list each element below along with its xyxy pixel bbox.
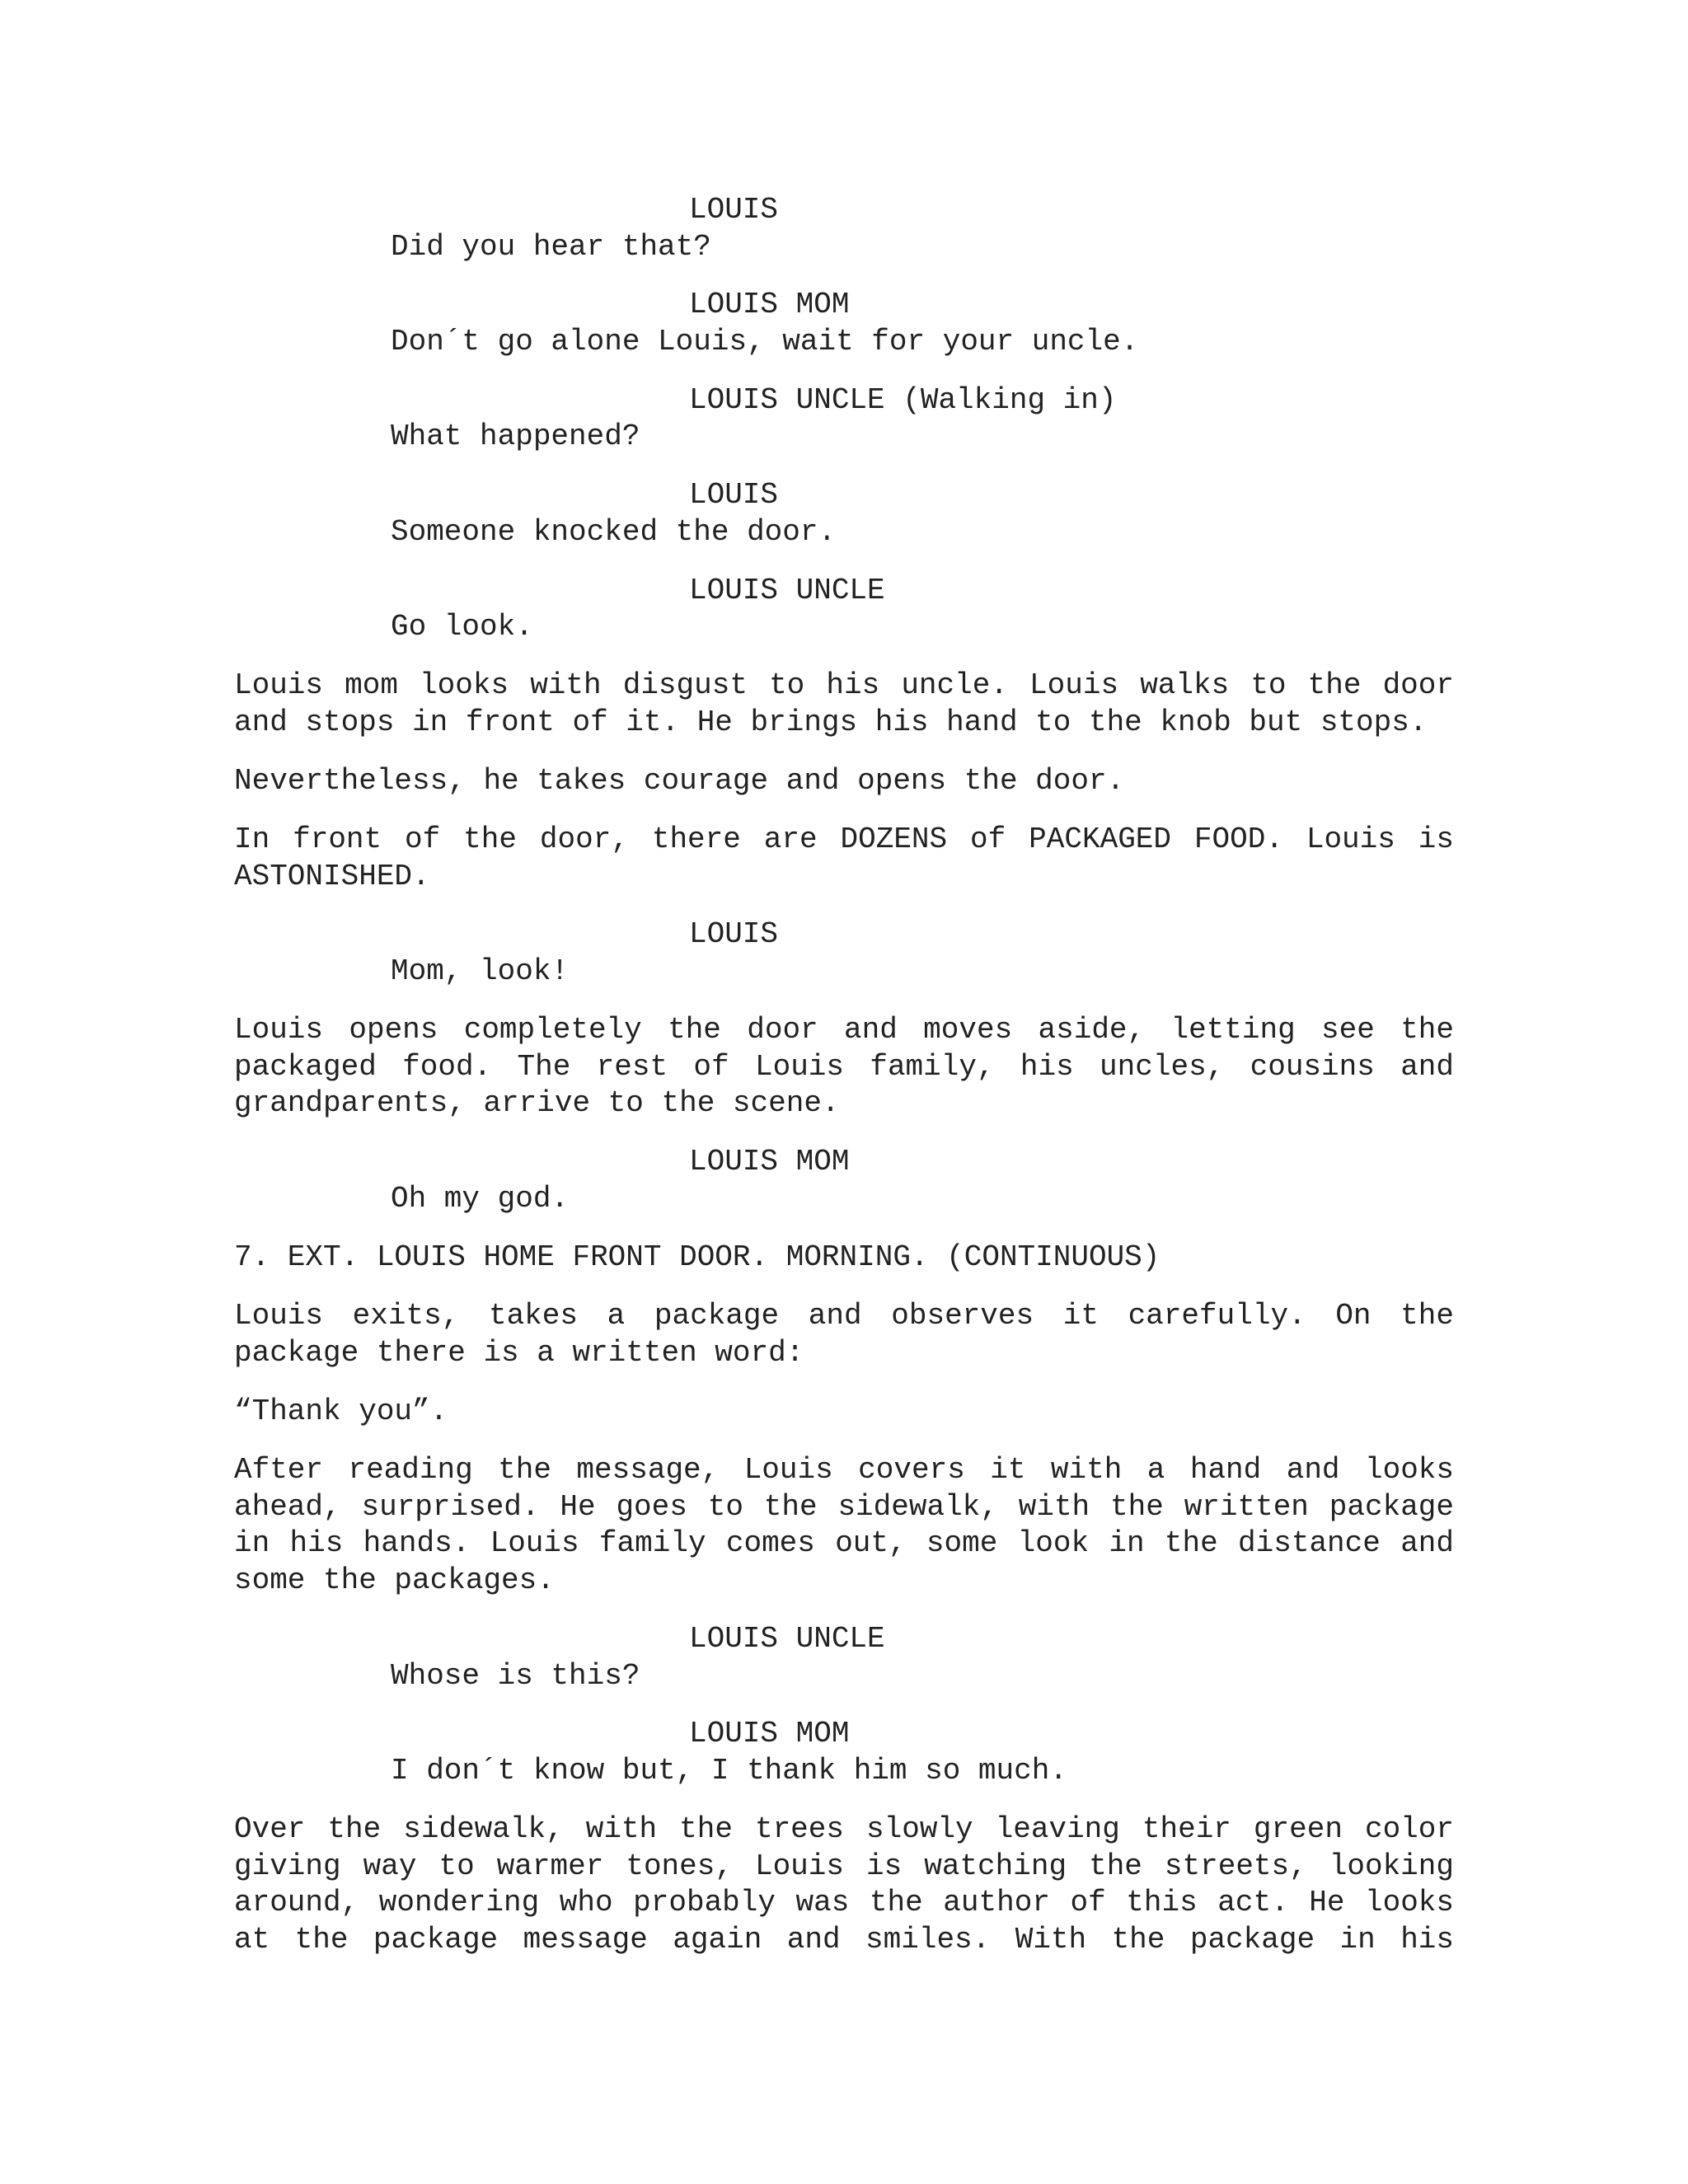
- character-name: LOUIS MOM: [689, 1145, 850, 1179]
- action-line: ASTONISHED.: [234, 859, 430, 893]
- action-line: Over the sidewalk, with the trees slowly leaving their green color: [234, 1812, 1454, 1846]
- action-paragraph: [234, 1811, 1454, 1959]
- action-line: in his hands. Louis family comes out, some look in the distance and: [234, 1526, 1454, 1561]
- action-line: Nevertheless, he takes courage and opens the door.: [234, 764, 1125, 798]
- action-line: giving way to warmer tones, Louis is watching the streets, looking: [234, 1849, 1454, 1883]
- action-line: Louis exits, takes a package and observes it carefully. On the: [234, 1299, 1454, 1333]
- dialogue-line: What happened?: [391, 419, 640, 453]
- character-name: LOUIS: [689, 478, 779, 512]
- action-line: at the package message again and smiles. With the package in his: [234, 1923, 1454, 1957]
- action-paragraph: [234, 822, 1454, 895]
- action-paragraph: [234, 668, 1454, 741]
- action-line: grandparents, arrive to the scene.: [234, 1086, 840, 1121]
- action-paragraph: [234, 1394, 1454, 1431]
- action-line: some the packages.: [234, 1563, 555, 1598]
- character-name: LOUIS MOM: [689, 288, 850, 321]
- action-line: “Thank you”.: [234, 1394, 448, 1428]
- character-name: LOUIS UNCLE (Walking in): [689, 383, 1117, 417]
- dialogue-line: Go look.: [391, 610, 533, 644]
- action-paragraph: [234, 1298, 1454, 1371]
- action-line: Louis opens completely the door and moves aside, letting see the: [234, 1013, 1454, 1047]
- action-line: In front of the door, there are DOZENS of PACKAGED FOOD. Louis is: [234, 823, 1454, 856]
- dialogue-line: Oh my god.: [391, 1182, 570, 1216]
- character-name: LOUIS: [689, 193, 779, 227]
- action-line: around, wondering who probably was the author of this act. He looks: [234, 1886, 1454, 1920]
- dialogue-line: I don´t know but, I thank him so much.: [391, 1754, 1067, 1788]
- character-name: LOUIS: [689, 917, 779, 951]
- dialogue-line: Someone knocked the door.: [391, 515, 837, 549]
- character-name: LOUIS UNCLE: [689, 574, 885, 607]
- character-name: LOUIS UNCLE: [689, 1622, 885, 1656]
- action-paragraph: [234, 1452, 1454, 1600]
- dialogue-line: Don´t go alone Louis, wait for your uncle.: [391, 325, 1139, 359]
- action-line: and stops in front of it. He brings his hand to the knob but stops.: [234, 705, 1428, 739]
- action-paragraph: [234, 1012, 1454, 1122]
- action-line: ahead, surprised. He goes to the sidewalk, with the written package: [234, 1489, 1454, 1524]
- action-line: package there is a written word:: [234, 1335, 804, 1370]
- dialogue-line: Did you hear that?: [391, 230, 711, 264]
- action-line: packaged food. The rest of Louis family, his uncles, cousins and: [234, 1049, 1454, 1084]
- dialogue-line: Mom, look!: [391, 954, 570, 988]
- scene-heading: 7. EXT. LOUIS HOME FRONT DOOR. MORNING. (CONTINUOUS): [234, 1240, 1160, 1274]
- dialogue-line: Whose is this?: [391, 1659, 640, 1693]
- action-line: After reading the message, Louis covers it with a hand and looks: [234, 1453, 1454, 1487]
- action-line: Louis mom looks with disgust to his uncle. Louis walks to the door: [234, 668, 1454, 702]
- character-name: LOUIS MOM: [689, 1717, 850, 1750]
- action-paragraph: [234, 763, 1454, 800]
